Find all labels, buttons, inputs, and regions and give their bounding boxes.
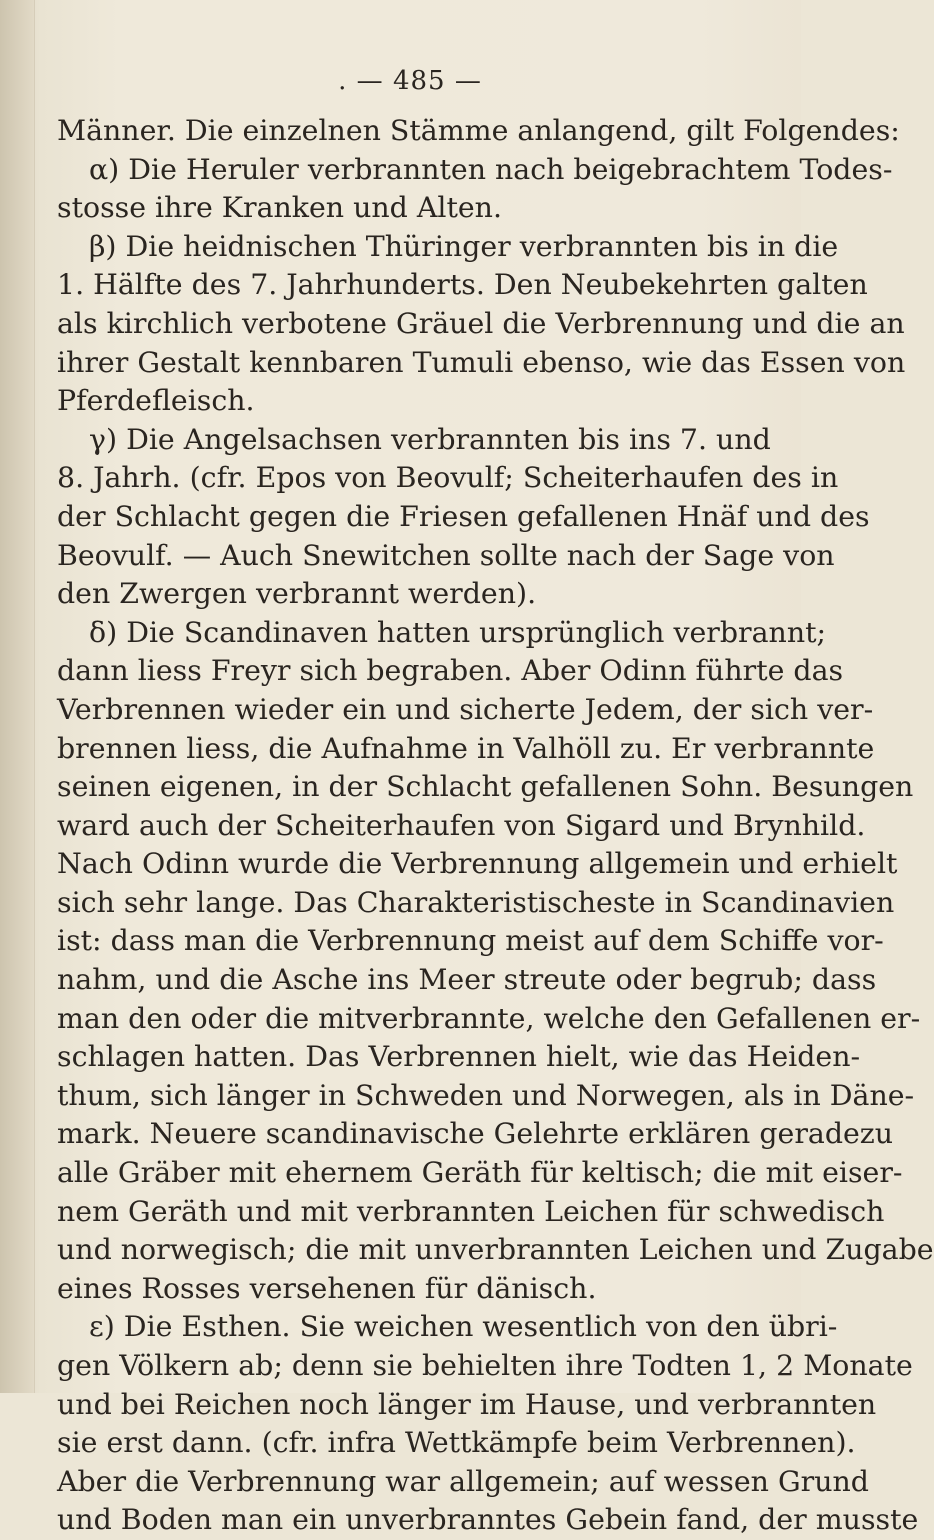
text-line: γ) Die Angelsachsen verbrannten bis ins 7. und xyxy=(89,422,771,456)
text-line: thum, sich länger in Schweden und Norwegen, als in Däne- xyxy=(57,1078,915,1112)
text-line: Männer. Die einzelnen Stämme anlangend, gilt Folgendes: xyxy=(57,114,900,147)
text-line: ihrer Gestalt kennbaren Tumuli ebenso, wie das Essen von xyxy=(57,345,906,379)
page-gutter xyxy=(0,0,35,1393)
text-line: dann liess Freyr sich begraben. Aber Odinn führte das xyxy=(57,654,844,688)
text-line: nahm, und die Asche ins Meer streute oder begrub; dass xyxy=(57,963,877,997)
text-line: stosse ihre Kranken und Alten. xyxy=(57,191,502,225)
text-line: Nach Odinn wurde die Verbrennung allgemein und erhielt xyxy=(57,847,898,881)
text-line: als kirchlich verbotene Gräuel die Verbrennung und die an xyxy=(57,306,905,340)
text-line: ward auch der Scheiterhaufen von Sigard und Brynhild. xyxy=(57,808,866,842)
text-line: alle Gräber mit ehernem Geräth für keltisch; die mit eiser- xyxy=(57,1156,903,1190)
text-line: β) Die heidnischen Thüringer verbrannten bis in die xyxy=(89,229,839,263)
text-line: δ) Die Scandinaven hatten ursprünglich verbrannt; xyxy=(89,615,827,649)
body-text xyxy=(57,112,934,1540)
text-line: Aber die Verbrennung war allgemein; auf wessen Grund xyxy=(57,1464,869,1498)
text-line: und Boden man ein unverbranntes Gebein fand, der musste xyxy=(57,1503,919,1537)
text-line: Pferdefleisch. xyxy=(57,384,255,418)
text-line: Verbrennen wieder ein und sicherte Jedem, der sich ver- xyxy=(57,692,874,726)
text-line: mark. Neuere scandinavische Gelehrte erklären geradezu xyxy=(57,1117,894,1151)
text-line: Beovulf. — Auch Snewitchen sollte nach der Sage von xyxy=(57,538,835,572)
text-line: man den oder die mitverbrannte, welche den Gefallenen er- xyxy=(57,1001,921,1035)
text-line: sich sehr lange. Das Charakteristischeste in Scandinavien xyxy=(57,885,895,919)
text-line: schlagen hatten. Das Verbrennen hielt, wie das Heiden- xyxy=(57,1040,861,1074)
text-line: seinen eigenen, in der Schlacht gefallenen Sohn. Besungen xyxy=(57,770,914,804)
text-line: gen Völkern ab; denn sie behielten ihre Todten 1, 2 Monate xyxy=(57,1349,913,1382)
text-line: ist: dass man die Verbrennung meist auf dem Schiffe vor- xyxy=(57,924,884,958)
text-line: brennen liess, die Aufnahme in Valhöll zu. Er verbrannte xyxy=(57,731,875,765)
text-line: 8. Jahrh. (cfr. Epos von Beovulf; Scheiterhaufen des in xyxy=(57,461,839,495)
text-line: α) Die Heruler verbrannten nach beigebrachtem Todes- xyxy=(89,152,893,186)
text-line: und norwegisch; die mit unverbrannten Leichen und Zugabe xyxy=(57,1233,934,1267)
text-line: 1. Hälfte des 7. Jahrhunderts. Den Neubekehrten galten xyxy=(57,268,868,302)
text-line: eines Rosses versehenen für dänisch. xyxy=(57,1271,597,1305)
page-number: . — 485 — xyxy=(338,66,482,96)
text-line: ε) Die Esthen. Sie weichen wesentlich von den übri- xyxy=(89,1310,838,1344)
text-line: der Schlacht gegen die Friesen gefallenen Hnäf und des xyxy=(57,499,870,533)
text-line: und bei Reichen noch länger im Hause, und verbrannten xyxy=(57,1387,877,1421)
text-line: nem Geräth und mit verbrannten Leichen für schwedisch xyxy=(57,1194,885,1228)
text-line: den Zwergen verbrannt werden). xyxy=(57,577,537,611)
text-line: sie erst dann. (cfr. infra Wettkämpfe beim Verbrennen). xyxy=(57,1426,856,1460)
